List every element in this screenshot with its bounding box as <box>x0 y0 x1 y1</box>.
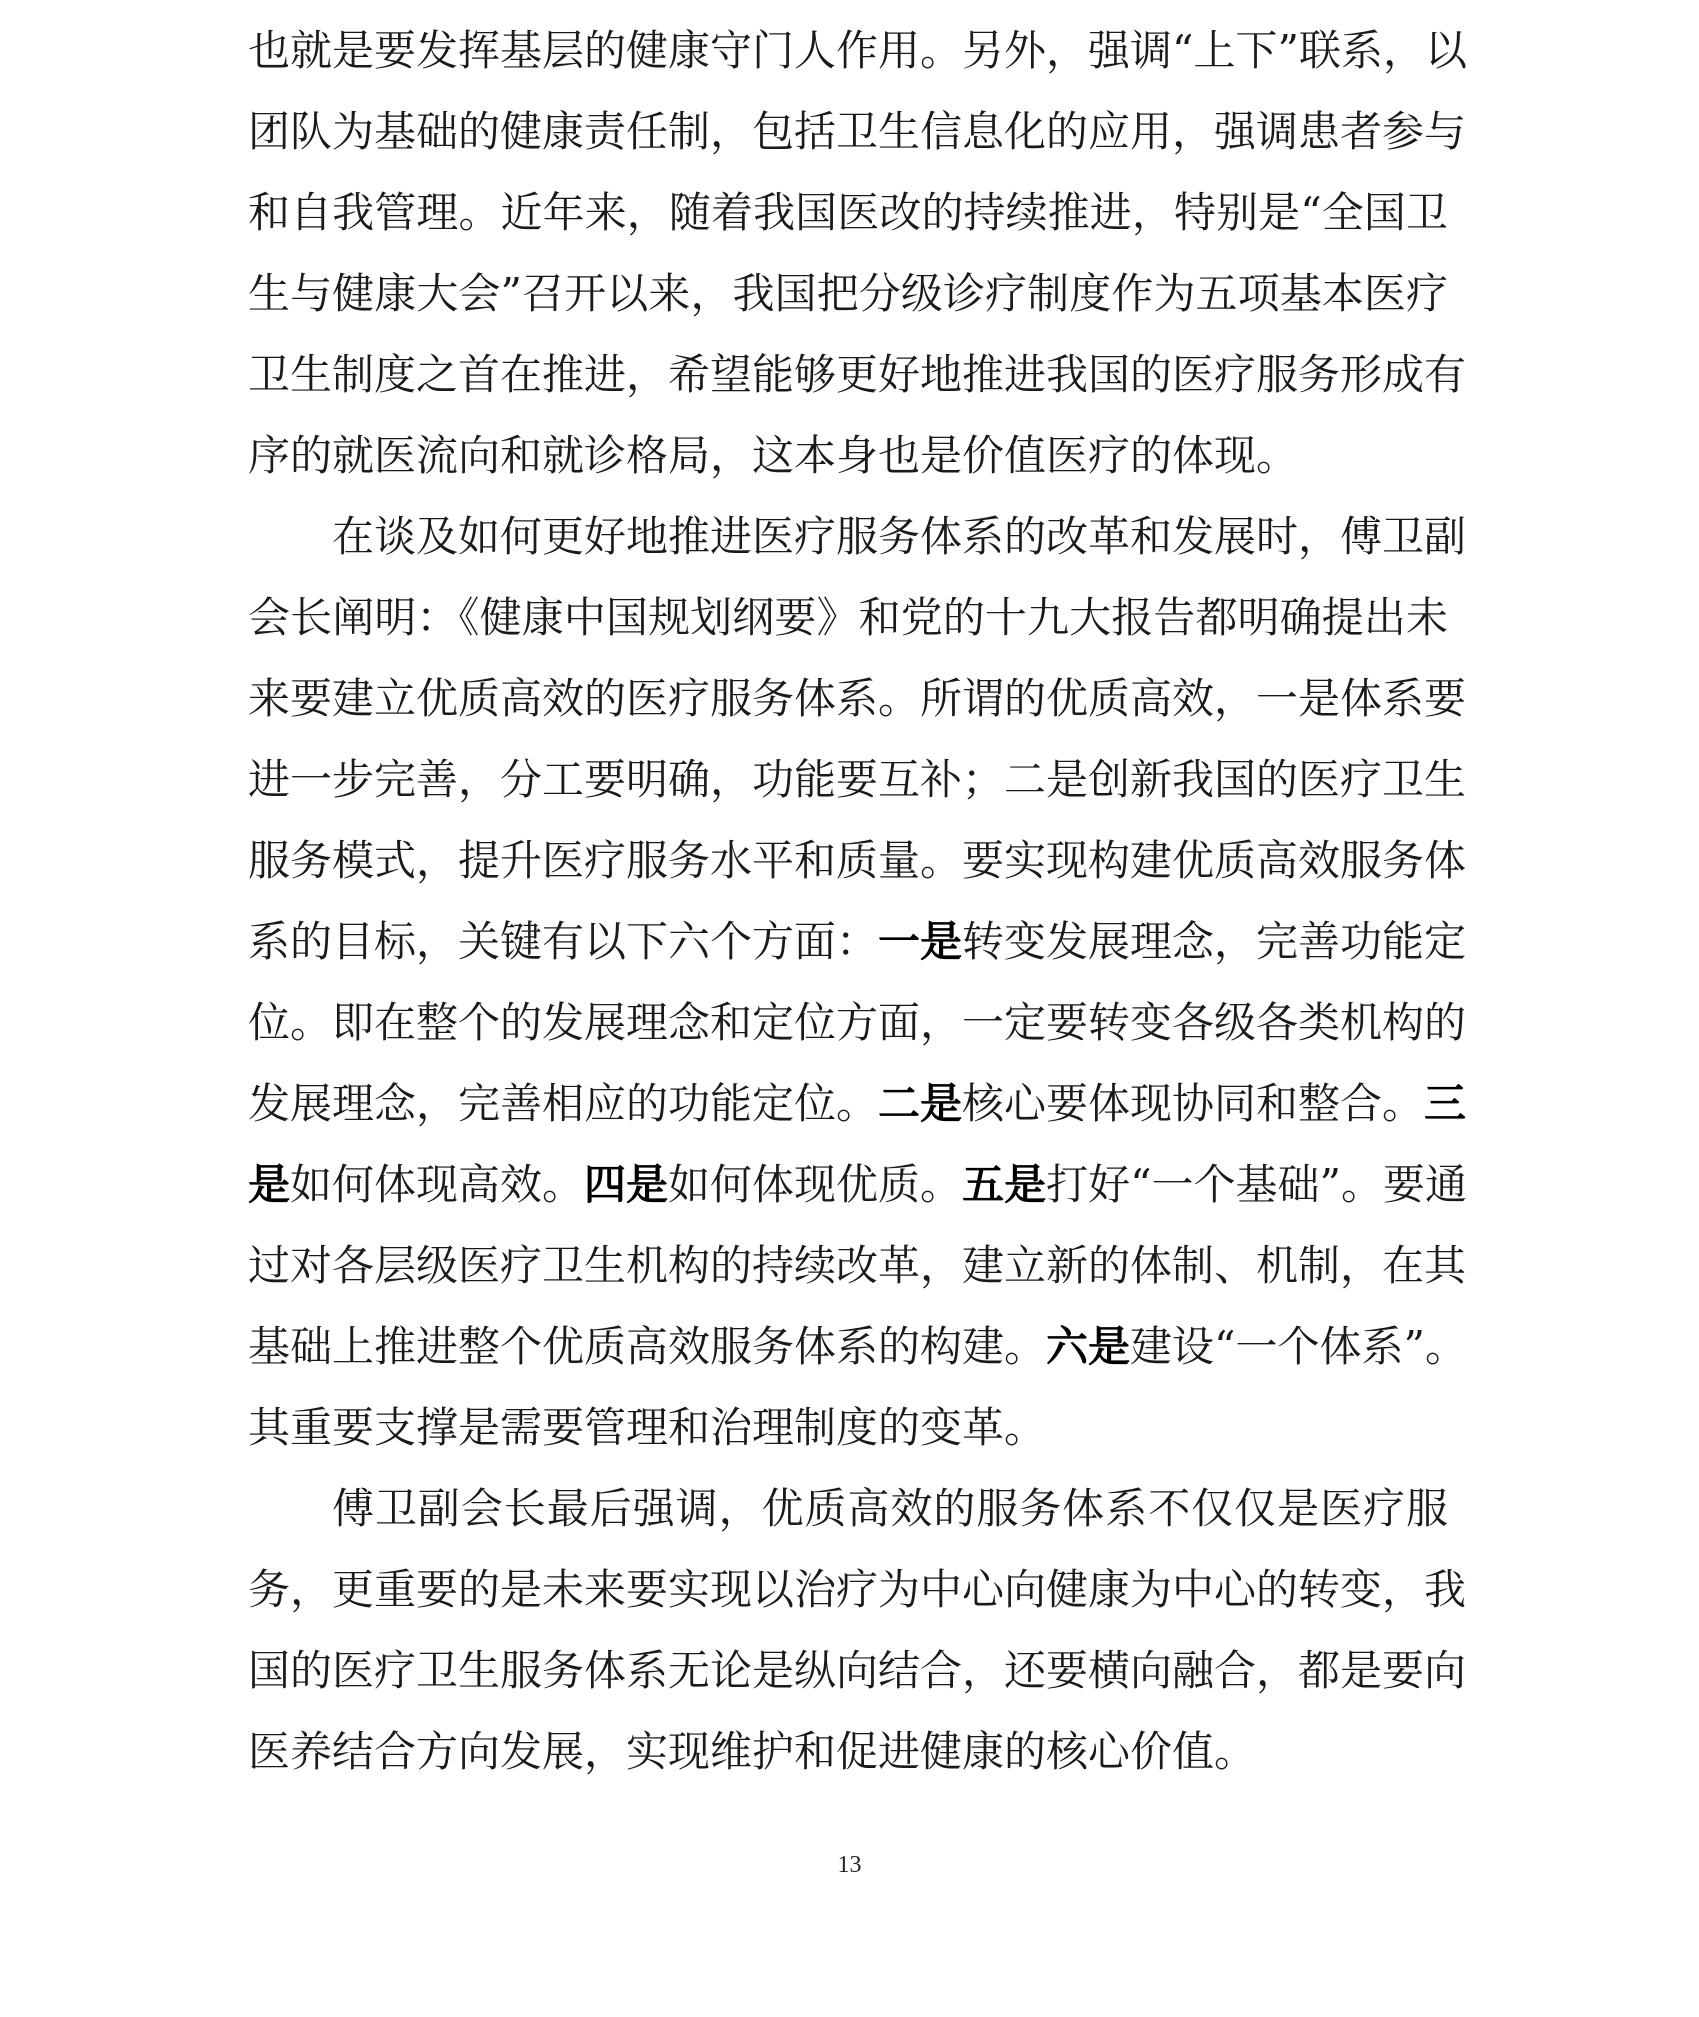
text-line: 卫生制度之首在推进，希望能够更好地推进我国的医疗服务形成有 <box>248 350 1467 399</box>
text-line: 进一步完善，分工要明确，功能要互补；二是创新我国的医疗卫生 <box>248 755 1467 804</box>
text-line: 位。即在整个的发展理念和定位方面，一定要转变各级各类机构的 <box>248 998 1467 1047</box>
text-line: 序的就医流向和就诊格局，这本身也是价值医疗的体现。 <box>248 431 1299 480</box>
text-line: 傅卫副会长最后强调，优质高效的服务体系不仅仅是医疗服 <box>332 1484 1448 1533</box>
text-line: 也就是要发挥基层的健康守门人作用。另外，强调“上下”联系，以 <box>248 26 1467 75</box>
bold-label: 三 <box>1424 1079 1467 1128</box>
text-line: 国的医疗卫生服务体系无论是纵向结合，还要横向融合，都是要向 <box>248 1646 1467 1695</box>
text-line: 其重要支撑是需要管理和治理制度的变革。 <box>248 1403 1047 1452</box>
text-line: 系的目标，关键有以下六个方面：一是转变发展理念，完善功能定 <box>248 917 1467 966</box>
text-line: 会长阐明：《健康中国规划纲要》和党的十九大报告都明确提出未 <box>248 593 1448 642</box>
text-line: 发展理念，完善相应的功能定位。二是核心要体现协同和整合。三 <box>248 1079 1467 1128</box>
text-line: 生与健康大会”召开以来，我国把分级诊疗制度作为五项基本医疗 <box>248 269 1448 318</box>
text-line: 基础上推进整个优质高效服务体系的构建。六是建设“一个体系”。 <box>248 1322 1467 1371</box>
text-line: 过对各层级医疗卫生机构的持续改革，建立新的体制、机制，在其 <box>248 1241 1467 1290</box>
text-line: 医养结合方向发展，实现维护和促进健康的核心价值。 <box>248 1727 1257 1776</box>
bold-label: 是 <box>248 1160 291 1209</box>
text-line: 务，更重要的是未来要实现以治疗为中心向健康为中心的转变，我 <box>248 1565 1467 1614</box>
bold-label: 一是 <box>878 917 963 966</box>
bold-label: 四是 <box>584 1160 669 1209</box>
bold-label: 六是 <box>1046 1322 1131 1371</box>
bold-label: 二是 <box>878 1079 963 1128</box>
text-line: 和自我管理。近年来，随着我国医改的持续推进，特别是“全国卫 <box>248 188 1448 237</box>
text-line: 服务模式，提升医疗服务水平和质量。要实现构建优质高效服务体 <box>248 836 1467 885</box>
text-line: 来要建立优质高效的医疗服务体系。所谓的优质高效，一是体系要 <box>248 674 1467 723</box>
body-text <box>248 10 1468 1792</box>
text-line: 是如何体现高效。四是如何体现优质。五是打好“一个基础”。要通 <box>248 1160 1468 1209</box>
text-line: 团队为基础的健康责任制，包括卫生信息化的应用，强调患者参与 <box>248 107 1467 156</box>
page-number: 13 <box>837 1852 862 1878</box>
bold-label: 五是 <box>962 1160 1047 1209</box>
text-line: 在谈及如何更好地推进医疗服务体系的改革和发展时，傅卫副 <box>332 512 1467 561</box>
